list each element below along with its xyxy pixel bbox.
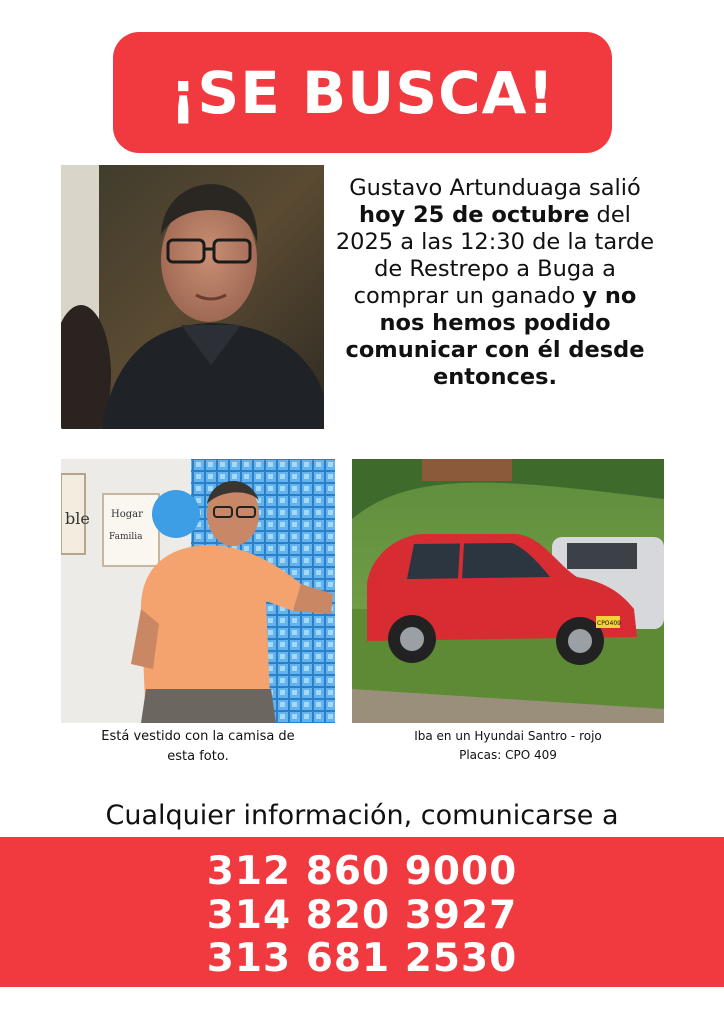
story-text-2: del 2025 a las 12:30 de la tarde de Restrepo a Buga a comprar un ganado (335, 202, 655, 309)
portrait-photo (61, 165, 324, 429)
person-in-orange-shirt-icon (61, 459, 335, 723)
car-caption-line-2: Placas: CPO 409 (459, 748, 557, 763)
contact-label: Cualquier información, comunicarse a (105, 800, 619, 831)
story-date: hoy 25 de octubre (359, 202, 590, 228)
missing-person-description (330, 175, 660, 391)
page-title: ¡SE BUSCA! (169, 58, 556, 127)
story-emphasis: y no nos hemos podido comunicar con él desde entonces. (345, 283, 645, 390)
shirt-caption-line-1: Está vestido con la camisa de (101, 729, 295, 744)
shirt-caption-line-2: esta foto. (167, 749, 229, 765)
sign-text-2: Familia (109, 532, 143, 542)
phone-number-1[interactable]: 312 860 9000 (206, 849, 518, 894)
sign-left-text: ble (65, 509, 90, 528)
phone-number-2[interactable]: 314 820 3927 (206, 893, 518, 938)
person-portrait-icon (61, 165, 324, 429)
shirt-caption (61, 727, 335, 767)
red-car-icon (352, 459, 664, 723)
license-plate-text: CPO409 (597, 620, 621, 627)
story-text-1: Gustavo Artunduaga salió (349, 175, 641, 201)
phone-number-3[interactable]: 313 681 2530 (206, 936, 518, 981)
title-banner (113, 32, 612, 153)
car-caption-line-1: Iba en un Hyundai Santro - rojo (414, 729, 602, 743)
car-caption (352, 727, 664, 765)
car-photo (352, 459, 664, 723)
sign-text: Hogar (111, 509, 143, 520)
shirt-photo (61, 459, 335, 723)
